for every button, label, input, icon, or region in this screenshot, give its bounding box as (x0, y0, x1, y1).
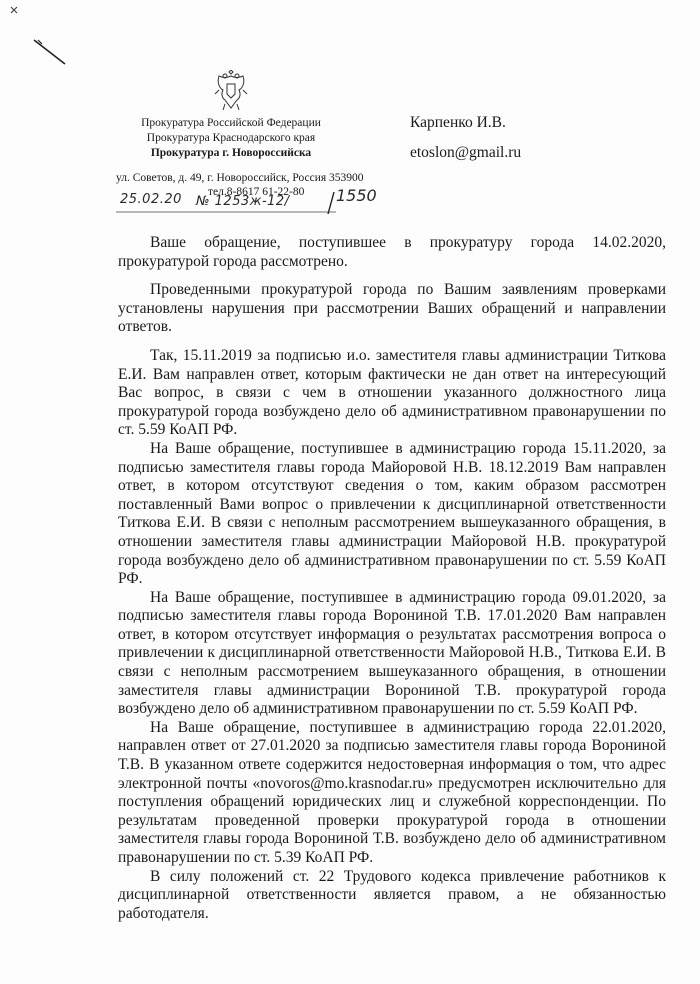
pen-stroke-icon (32, 38, 68, 66)
recipient-email: etoslon@gmail.ru (410, 144, 522, 161)
registration-date: 25.02.20 (120, 192, 182, 207)
paragraph-5: На Ваше обращение, поступившее в администрацию города 09.01.2020, за подписью заместителя главы города Ворониной Т.В. 17.01.2020 Вам направлен ответ, в котором отсутствует информация о результатах рассмотрения вопроса о привлечении к дисциплинарной ответственности Майоровой Н.В., Титкова Е.И. В связи с неполным рассмотрением вышеуказанного обращения, в отношении заместителя главы администрации Ворониной Т.В. прокуратурой города возбуждено дело об административном правонарушении по ст. 5.59 КоАП РФ. (118, 588, 666, 718)
paragraph-7: В силу положений ст. 22 Трудового кодекса привлечение работников к дисциплинарной ответственности является правом, а не обязанностью работодателя. (118, 867, 666, 922)
recipient-name: Карпенко И.В. (410, 114, 506, 131)
sender-header (136, 70, 326, 161)
address-line: ул. Советов, д. 49, г. Новороссийск, Россия 353900 (116, 172, 364, 184)
paragraph-6: На Ваше обращение, поступившее в администрацию города 22.01.2020, направлен ответ от 27.01.2020 за подписью заместителя главы города Ворониной Т.В. В указанном ответе содержится недостоверная информация о том, что адрес электронной почты «novoros@mo.krasnodar.ru» предусмотрен исключительно для поступления обращений юридических лиц и служебной корреспонденции. По результатам проведенной проверки прокуратурой города в отношении заместителя главы города Ворониной Т.В. возбуждено дело об административном правонарушении по ст. 5.39 КоАП РФ. (118, 718, 666, 866)
paragraph-2: Проведенными прокуратурой города по Вашим заявлениям проверками установлены нарушения при рассмотрении Ваших обращений и направлении ответов. (118, 281, 666, 336)
registration-number: № 1253ж-12/ (196, 194, 290, 209)
registration-tail: 1550 (336, 186, 377, 205)
paragraph-1: Ваше обращение, поступившее в прокуратуру города 14.02.2020, прокуратурой города рассмотрено. (118, 234, 666, 270)
paragraph-4: На Ваше обращение, поступившее в администрацию города 15.11.2020, за подписью заместителя главы города Майоровой Н.В. 18.12.2019 Вам направлен ответ, в котором отсутствуют сведения о том, каким образом рассмотрен поставленный Вами вопрос о привлечении к дисциплинарной ответственности Титкова Е.И. В связи с неполным рассмотрением вышеуказанного обращения, в отношении заместителя главы администрации Майоровой Н.В. прокуратурой города возбуждено дело об административном правонарушении по ст. 5.59 КоАП РФ. (118, 439, 666, 588)
org-line-2: Прокуратура Краснодарского края (146, 132, 316, 144)
corner-mark-icon (10, 6, 18, 14)
coat-of-arms-icon (213, 70, 249, 114)
letter-body (118, 234, 666, 923)
recipient-block (410, 108, 521, 168)
phone-line: тел.8-8617 61-22-80 (208, 186, 305, 198)
paragraph-3: Так, 15.11.2019 за подписью и.о. заместителя главы администрации Титкова Е.И. Вам направлен ответ, которым фактически не дан ответ на интересующий Вас вопрос, в связи с чем в отношении указанного должностного лица прокуратурой города возбуждено дело об административном правонарушении по ст. 5.59 КоАП РФ. (118, 346, 666, 439)
org-line-3: Прокуратура г. Новороссийска (150, 147, 312, 159)
org-line-1: Прокуратура Российской Федерации (141, 117, 321, 129)
